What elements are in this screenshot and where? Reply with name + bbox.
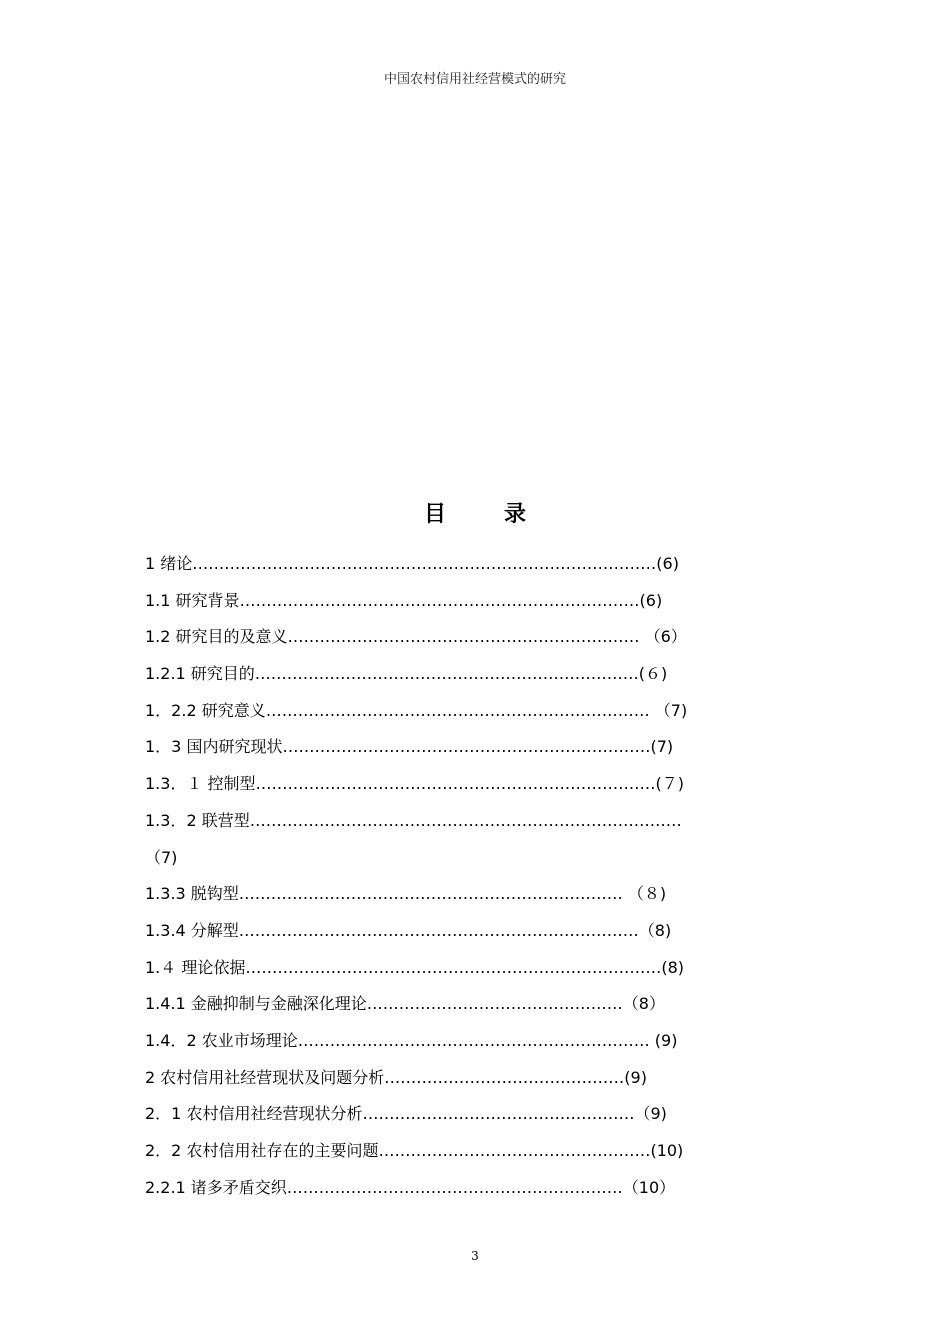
toc-entry[interactable]: 1.4.1 金融抑制与金融深化理论…………………………………………（8） bbox=[145, 994, 665, 1014]
toc-entry[interactable]: 1.3.4 分解型…………………………………………………………………（8) bbox=[145, 920, 672, 940]
toc-entry[interactable]: 2 农村信用社经营现状及问题分析………………………………………(9) bbox=[145, 1067, 647, 1087]
toc-entry[interactable]: 1．2.2 研究意义……………………………………………………………… （7) bbox=[145, 700, 688, 720]
toc-entry[interactable]: 1 绪论……………………………………………………………………………(6) bbox=[145, 554, 679, 573]
toc-entry[interactable]: 1．3 国内研究现状……………………………………………………………(7) bbox=[145, 737, 674, 757]
toc-entry[interactable]: 1.2.1 研究目的………………………………………………………………(６) bbox=[145, 664, 668, 684]
page-number: 3 bbox=[471, 1249, 479, 1263]
toc-entry[interactable]: 1.2 研究目的及意义………………………………………………………… （6） bbox=[145, 627, 687, 647]
toc-entry[interactable]: 1.3．１ 控制型…………………………………………………………………(７) bbox=[145, 774, 685, 794]
toc-entry[interactable]: 1.3.3 脱钩型……………………………………………………………… （８) bbox=[145, 884, 667, 904]
toc-entry[interactable]: 2.2.1 诸多矛盾交织………………………………………………………（10） bbox=[145, 1177, 676, 1197]
toc-entry-continuation[interactable]: （7) bbox=[145, 847, 178, 867]
toc-entry[interactable]: 1.1 研究背景…………………………………………………………………(6) bbox=[145, 590, 663, 610]
toc-entry[interactable]: 1.4．2 农业市场理论………………………………………………………… (9) bbox=[145, 1030, 678, 1050]
toc-entry[interactable]: 1.3．2 联营型……………………………………………………………………… bbox=[145, 810, 682, 830]
toc-title bbox=[0, 497, 950, 528]
toc-entry[interactable]: 2．2 农村信用社存在的主要问题……………………………………………(10) bbox=[145, 1141, 684, 1160]
table-of-contents bbox=[145, 552, 810, 1212]
toc-entry[interactable]: 2．1 农村信用社经营现状分析……………………………………………（9) bbox=[145, 1104, 667, 1124]
toc-title-left: 目 bbox=[423, 502, 446, 527]
toc-entry[interactable]: 1.４ 理论依据……………………………………………………………………(8) bbox=[145, 957, 685, 977]
running-header: 中国农村信用社经营模式的研究 bbox=[383, 72, 566, 87]
toc-title-right: 录 bbox=[504, 502, 527, 527]
